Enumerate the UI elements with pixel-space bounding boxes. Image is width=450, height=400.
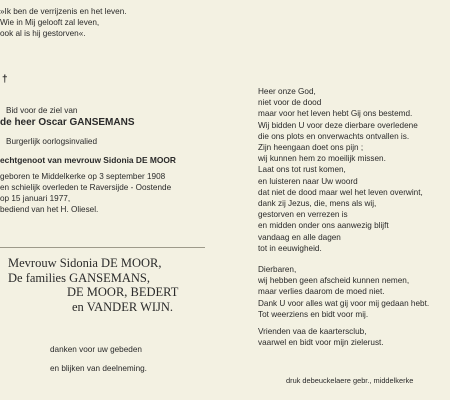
poem-line: Wij bidden U voor deze dierbare overledene [258, 120, 418, 130]
bio-line: geboren te Middelkerke op 3 september 1908 [0, 172, 166, 181]
spouse-prefix: echtgenoot van mevrouw Sidonia [0, 155, 134, 165]
cross-icon: † [2, 74, 8, 85]
mourners [0, 256, 178, 314]
poem-line: maar voor het leven hebt Gij ons bestemd. [258, 109, 413, 119]
poem-line: vaarwel en bidt voor mijn zielerust. [258, 338, 384, 348]
printer-credit: druk debeuckelaere gebr., middelkerke [286, 376, 414, 385]
poem-line: Laat ons tot rust komen, [258, 165, 346, 175]
thanks-line: en blijken van deelneming. [50, 364, 147, 373]
opening-quote [0, 6, 127, 39]
poem-line: Heer onze God, [258, 87, 316, 96]
bio-line: bediend van het H. Oliesel. [0, 205, 99, 214]
spouse-line [0, 155, 176, 165]
subtitle: Burgerlijk oorlogsinvalied [6, 137, 98, 146]
mourner-line: De families GANSEMANS, [8, 270, 151, 285]
poem-line: en luisteren naar Uw woord [258, 176, 358, 186]
poem-line: tot in eeuwigheid. [258, 243, 322, 253]
poem-line: Zijn heengaan doet ons pijn ; [258, 143, 364, 153]
prayer-intro: Bid voor de ziel van [6, 106, 78, 115]
fold-line [0, 247, 205, 248]
poem-stanza-1 [258, 86, 423, 254]
poem-line: Vrienden vaa de kaartersclub, [258, 327, 367, 336]
quote-line: Wie in Mij gelooft zal leven, [0, 18, 100, 27]
poem-stanza-2 [258, 264, 429, 320]
quote-line: »Ik ben de verrijzenis en het leven. [0, 7, 127, 16]
poem-line: en midden onder ons aanwezig blijft [258, 221, 389, 231]
poem-line: gestorven en verrezen is [258, 210, 348, 220]
quote-line: ook al is hij gestorven«. [0, 29, 86, 38]
biography [0, 171, 171, 215]
poem-line: niet voor de dood [258, 98, 322, 108]
deceased-name [0, 117, 135, 128]
name-surname: GANSEMANS [69, 117, 135, 128]
mourner-line: en VANDER WIJN. [72, 299, 174, 314]
poem-stanza-3 [258, 326, 384, 348]
poem-line: wij hebben geen afscheid kunnen nemen, [258, 276, 410, 286]
spouse-surname: DE MOOR [135, 155, 176, 165]
thanks-line: danken voor uw gebeden [50, 345, 142, 354]
poem-line: vandaag en alle dagen [258, 232, 341, 242]
bio-line: en schielijk overleden te Raversijde - Oostende [0, 183, 172, 192]
poem-line: dat niet de dood maar wel het leven overwint, [258, 187, 423, 197]
name-prefix: de heer Oscar [0, 117, 67, 128]
poem-line: Dierbaren, [258, 265, 297, 274]
poem-line: maar verlies daarom de moed niet. [258, 287, 385, 297]
poem-line: wij kunnen hem zo moeilijk missen. [258, 154, 386, 164]
poem-line: Tot weerziens en bidt voor mij. [258, 309, 369, 319]
mourner-line: Mevrouw Sidonia DE MOOR, [8, 256, 162, 270]
poem-line: Dank U voor alles wat gij voor mij gedaan hebt. [258, 298, 430, 308]
thanks-note [50, 340, 147, 378]
poem-line: die ons plots en onverwachts ontvallen is. [258, 131, 410, 141]
bio-line: op 15 januari 1977, [0, 194, 71, 203]
poem-line: dank zij Jezus, die, mens als wij, [258, 199, 377, 209]
mourner-line: DE MOOR, BEDERT [67, 285, 179, 300]
